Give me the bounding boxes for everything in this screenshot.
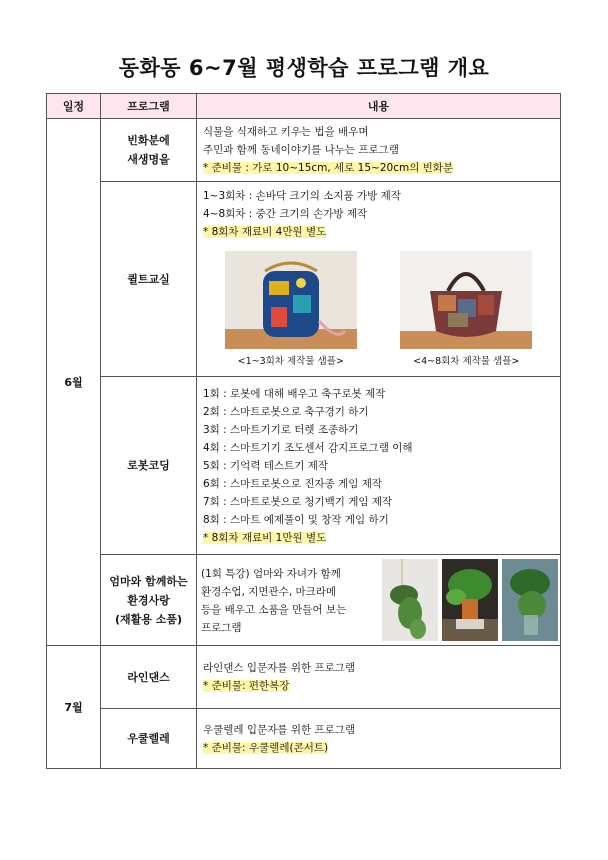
content-line: 7회 : 스마트로봇으로 청기백기 게임 제작 [203, 495, 393, 508]
program-name-cell [101, 377, 197, 555]
program-name-cell [101, 119, 197, 182]
content-line: 5회 : 기억력 테스트기 제작 [203, 459, 328, 472]
program-name-cell [101, 182, 197, 377]
content-note: * 준비물: 우쿨렐레(콘서트) [203, 741, 329, 754]
program-name-line: 로봇코딩 [127, 459, 170, 472]
content-line: (1회 특강) 엄마와 자녀가 함께 [201, 568, 341, 580]
program-name-line: (재활용 소품) [114, 612, 182, 626]
content-line: 3회 : 스마트기기로 터렛 조종하기 [203, 423, 359, 436]
content-line: 환경수업, 지면관수, 마크라메 [201, 586, 337, 598]
month-july: 7월 [47, 646, 101, 769]
content-line: 2회 : 스마트로봇으로 축구경기 하기 [203, 405, 369, 418]
program-name-cell [101, 555, 197, 646]
quilt-photos [203, 251, 554, 371]
table-header-row [47, 94, 561, 119]
program-name-cell [101, 709, 197, 769]
table-row [47, 646, 561, 709]
photo-wrap [225, 251, 357, 371]
photo-caption: <4~8회차 제작물 샘플> [413, 356, 520, 367]
small-bag-photo [225, 251, 357, 349]
header-content: 내용 [197, 94, 561, 119]
photo-caption: <1~3회차 제작물 샘플> [237, 356, 344, 367]
table-row [47, 182, 561, 377]
program-content [197, 646, 561, 709]
bottle-plant-photo [502, 559, 558, 641]
content-line: 4~8회차 : 중간 크기의 손가방 제작 [203, 208, 368, 220]
content-note: * 준비물 : 가로 10~15cm, 세로 15~20cm의 빈화분 [203, 162, 454, 174]
potted-plant-photo [442, 559, 498, 641]
env-content [197, 555, 560, 645]
handbag-photo [400, 251, 532, 349]
content-line: 4회 : 스마트기기 조도센서 감지프로그램 이해 [203, 441, 413, 454]
env-text [197, 555, 380, 645]
page-title: 동화동 6~7월 평생학습 프로그램 개요 [118, 56, 490, 80]
photo-wrap [400, 251, 532, 371]
program-name-cell [101, 646, 197, 709]
table-row [47, 709, 561, 769]
program-content [197, 555, 561, 646]
program-name-line: 새생명을 [127, 153, 170, 166]
program-name-line: 라인댄스 [127, 670, 170, 684]
program-name-line: 엄마와 함께하는 [109, 574, 188, 588]
program-name-line: 우쿨렐레 [127, 732, 170, 745]
program-name-line: 퀼트교실 [127, 272, 170, 286]
table-row [47, 377, 561, 555]
program-name-line: 빈화분에 [127, 134, 170, 147]
content-line: 주민과 함께 동네이야기를 나누는 프로그램 [203, 144, 399, 156]
program-name-line: 환경사랑 [127, 593, 170, 607]
month-june: 6월 [47, 119, 101, 646]
content-line: 라인댄스 입문자를 위한 프로그램 [203, 662, 356, 674]
env-photos [380, 555, 560, 645]
content-note: * 8회차 재료비 1만원 별도 [203, 531, 327, 544]
content-line: 8회 : 스마트 예제풀이 및 창작 게임 하기 [203, 513, 389, 526]
program-content [197, 119, 561, 182]
content-note: * 8회차 재료비 4만원 별도 [203, 226, 327, 238]
header-program: 프로그램 [101, 94, 197, 119]
hanging-plant-photo [382, 559, 438, 641]
program-table [46, 93, 561, 769]
content-line: 프로그램 [201, 622, 242, 634]
content-note: * 준비물: 편한복장 [203, 680, 290, 692]
content-line: 1회 : 로봇에 대해 배우고 축구로봇 제작 [203, 387, 386, 400]
content-line: 1~3회차 : 손바닥 크기의 소지품 가방 제작 [203, 190, 401, 202]
content-line: 식물을 식재하고 키우는 법을 배우며 [203, 126, 369, 138]
header-date: 일정 [47, 94, 101, 119]
content-line: 6회 : 스마트로봇으로 진자종 게임 제작 [203, 477, 383, 490]
program-content [197, 377, 561, 555]
table-row [47, 555, 561, 646]
program-content [197, 709, 561, 769]
content-line: 우쿨렐레 입문자를 위한 프로그램 [203, 723, 356, 736]
content-line: 등을 배우고 소품을 만들어 보는 [201, 604, 347, 616]
program-content [197, 182, 561, 377]
table-row [47, 119, 561, 182]
